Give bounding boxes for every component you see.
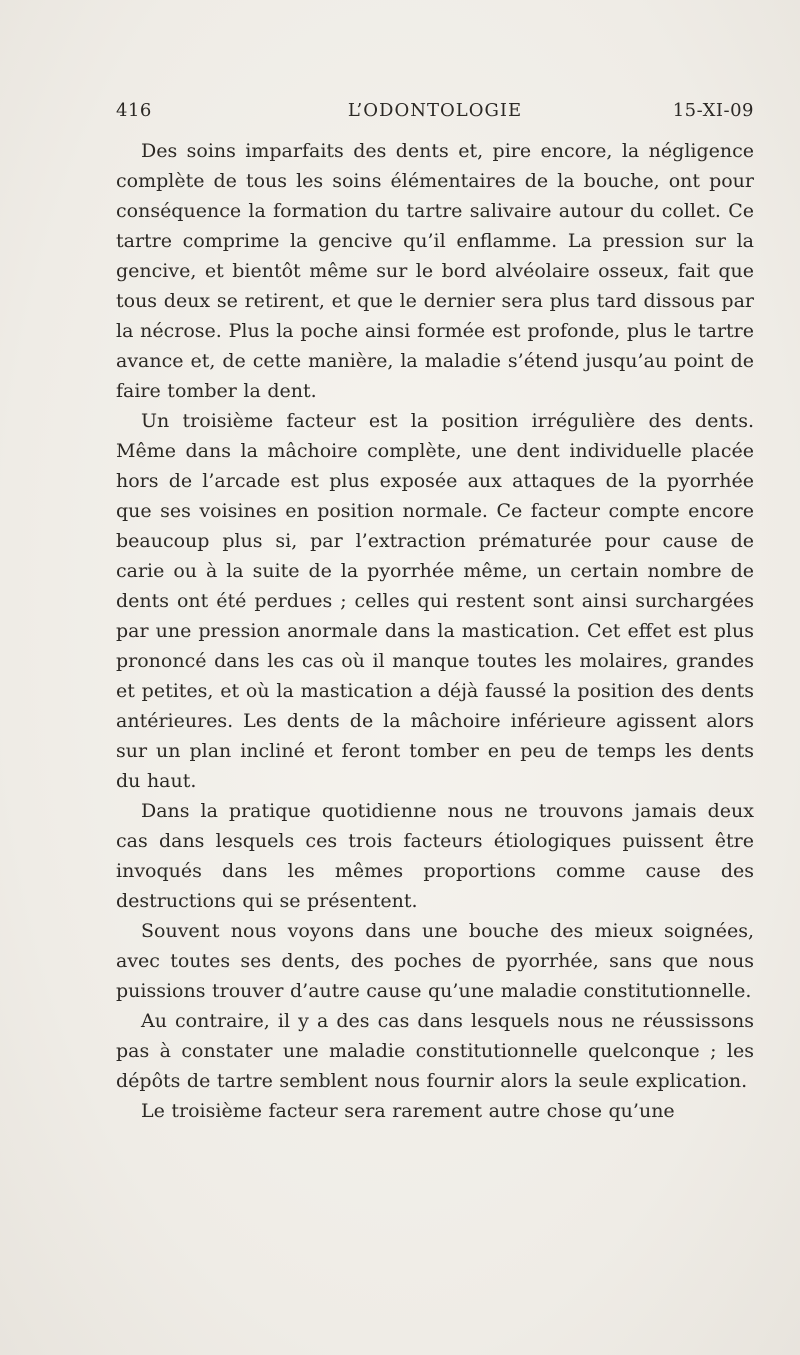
body-text <box>116 136 754 1126</box>
paragraph: Au contraire, il y a des cas dans lesquels nous ne réussissons pas à constater une maladie constitutionnelle quelconque ; les dépôts de tartre semblent nous fournir alors la seule explication. <box>116 1010 754 1092</box>
page-number: 416 <box>116 100 152 121</box>
issue-date: 15-XI-09 <box>672 100 754 121</box>
paragraph: Dans la pratique quotidienne nous ne trouvons jamais deux cas dans lesquels ces trois facteurs étiologiques puissent être invoqués dans les mêmes proportions comme cause des destructions qui se présentent. <box>116 800 754 912</box>
paragraph: Le troisième facteur sera rarement autre chose qu’une <box>141 1100 675 1122</box>
paragraph: Des soins imparfaits des dents et, pire encore, la négligence complète de tous les soins élémentaires de la bouche, ont pour conséquence la formation du tartre salivaire autour du collet. Ce tartre comprime la gencive qu’il enflamme. La pression sur la gencive, et bientôt même sur le bord alvéolaire osseux, fait que tous deux se retirent, et que le dernier sera plus tard dissous par la nécrose. Plus la poche ainsi formée est profonde, plus le tartre avance et, de cette manière, la maladie s’étend jusqu’au point de faire tomber la dent. <box>116 140 754 402</box>
running-header <box>116 100 754 126</box>
paragraph: Un troisième facteur est la position irrégulière des dents. Même dans la mâchoire complète, une dent individuelle placée hors de l’arcade est plus exposée aux attaques de la pyorrhée que ses voisines en position normale. Ce facteur compte encore beaucoup plus si, par l’extraction prématurée pour cause de carie ou à la suite de la pyorrhée même, un certain nombre de dents ont été perdues ; celles qui restent sont ainsi surchargées par une pression anormale dans la mastication. Cet effet est plus prononcé dans les cas où il manque toutes les molaires, grandes et petites, et où la mastication a déjà faussé la position des dents antérieures. Les dents de la mâchoire inférieure agissent alors sur un plan incliné et feront tomber en peu de temps les dents du haut. <box>116 410 754 792</box>
paragraph: Souvent nous voyons dans une bouche des mieux soignées, avec toutes ses dents, des poches de pyorrhée, sans que nous puissions trouver d’autre cause qu’une maladie constitutionnelle. <box>116 920 754 1002</box>
journal-title: L’ODONTOLOGIE <box>347 100 523 121</box>
